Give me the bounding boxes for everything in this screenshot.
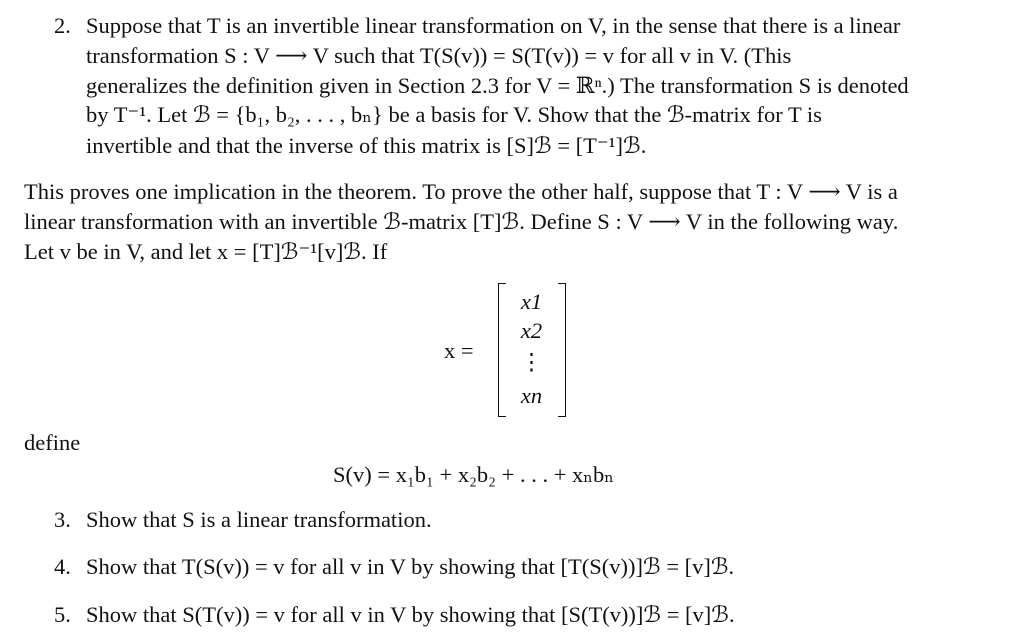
matrix-entry-3: ⋮ xyxy=(520,349,543,374)
problem-2-line-3: generalizes the definition given in Section 2.3 for V = ℝⁿ.) The transformation S is denoted xyxy=(86,73,909,98)
problem-2-line-4: by T⁻¹. Let ℬ = {b₁, b₂, . . . , bₙ} be a basis for V. Show that the ℬ-matrix for T is xyxy=(86,102,822,127)
definition-equation: S(v) = x₁b₁ + x₂b₂ + . . . + xₙbₙ xyxy=(333,462,614,487)
paragraph-line-1: This proves one implication in the theorem. To prove the other half, suppose that T : V ⟶ V is a xyxy=(24,179,898,204)
column-vector-x xyxy=(498,283,565,415)
problem-2-number: 2. xyxy=(54,13,71,38)
matrix-entry-2: x2 xyxy=(520,318,543,343)
problem-2-line-5: invertible and that the inverse of this matrix is [S]ℬ = [T⁻¹]ℬ. xyxy=(86,133,647,158)
problem-2-line-1: Suppose that T is an invertible linear transformation on V, in the sense that there is a linear xyxy=(86,13,901,38)
problem-3-text: Show that S is a linear transformation. xyxy=(86,507,432,532)
paragraph-line-3: Let v be in V, and let x = [T]ℬ⁻¹[v]ℬ. If xyxy=(24,239,388,264)
paragraph-line-2: linear transformation with an invertible ℬ-matrix [T]ℬ. Define S : V ⟶ V in the following way. xyxy=(24,209,899,234)
problem-5-number: 5. xyxy=(54,602,71,627)
problem-4-text: Show that T(S(v)) = v for all v in V by showing that [T(S(v))]ℬ = [v]ℬ. xyxy=(86,554,735,579)
matrix-entry-4: xn xyxy=(520,383,543,408)
problem-2-line-2: transformation S : V ⟶ V such that T(S(v)) = S(T(v)) = v for all v in V. (This xyxy=(86,43,792,68)
matrix-entry-1: x1 xyxy=(520,289,543,314)
problem-4-number: 4. xyxy=(54,554,71,579)
define-word: define xyxy=(24,430,81,455)
problem-3-number: 3. xyxy=(54,507,71,532)
problem-5-text: Show that S(T(v)) = v for all v in V by showing that [S(T(v))]ℬ = [v]ℬ. xyxy=(86,602,735,627)
matrix-lhs: x = xyxy=(444,338,474,363)
